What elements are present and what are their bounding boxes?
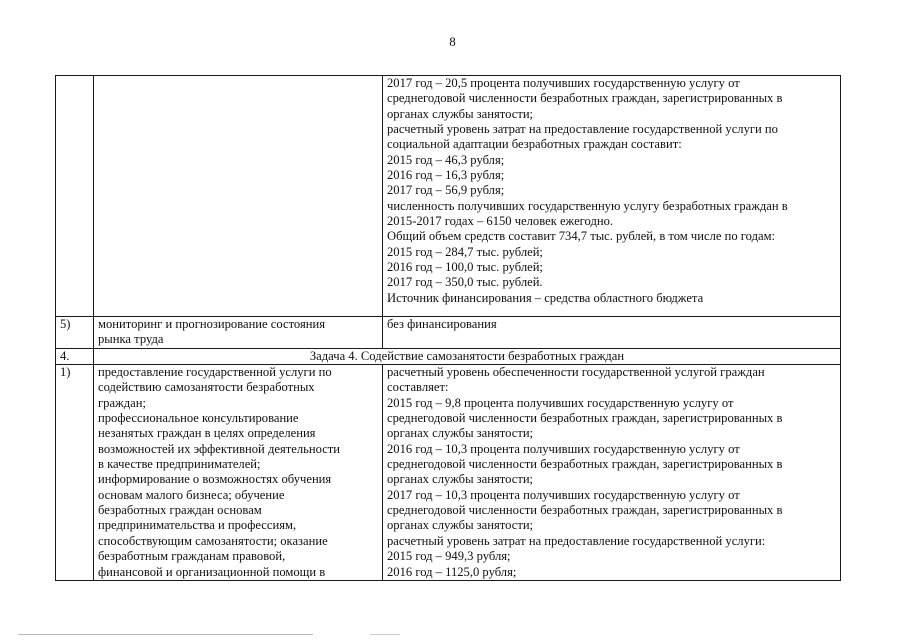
table-row (56, 317, 841, 349)
text-line: органах службы занятости; (387, 106, 534, 121)
text-line: органах службы занятости; (387, 426, 534, 441)
text-line: предоставление государственной услуги по (98, 365, 332, 380)
text-line: профессиональное консультирование (98, 411, 299, 426)
text-line: среднегодовой численности безработных граждан, зарегистрированных в (387, 91, 783, 106)
text-line: среднегодовой численности безработных граждан, зарегистрированных в (387, 503, 783, 518)
text-line: Общий объем средств составит 734,7 тыс. рублей, в том числе по годам: (387, 229, 776, 244)
indicator-cell (383, 365, 841, 581)
text-line: 2015 год – 9,8 процента получивших государственную услугу от (387, 395, 734, 410)
text-line: безработных граждан основам (98, 503, 262, 518)
text-line: расчетный уровень затрат на предоставление государственной услуги по (387, 122, 778, 137)
text-line: мониторинг и прогнозирование состояния (98, 317, 326, 331)
text-line: численность получивших государственную услугу безработных граждан в (387, 198, 788, 213)
text-line: 2017 год – 350,0 тыс. рублей. (387, 275, 543, 290)
text-line: 2016 год – 1125,0 рубля; (387, 564, 517, 579)
text-line: предпринимательства и профессиям, (98, 518, 297, 533)
text-line: рынка труда (98, 332, 164, 347)
divider (18, 634, 313, 635)
text-line: без финансирования (387, 317, 497, 331)
text-line: Источник финансирования – средства областного бюджета (387, 290, 704, 305)
text-line: в качестве предпринимателей; (98, 457, 261, 472)
text-line: органах службы занятости; (387, 472, 534, 487)
text-line: 2015 год – 46,3 рубля; (387, 152, 505, 167)
text-line: 2017 год – 56,9 рубля; (387, 183, 505, 198)
text-line: среднегодовой численности безработных граждан, зарегистрированных в (387, 457, 783, 472)
text-line: безработным гражданам правовой, (98, 549, 286, 564)
text-line: составляет: (387, 380, 449, 395)
measure-cell (94, 317, 383, 349)
indicator-cell (383, 76, 841, 317)
row-number-cell: 5) (56, 317, 94, 349)
text-line: финансовой и организационной помощи в (98, 564, 326, 579)
scan-edge-lines (0, 632, 905, 640)
text-line: граждан; (98, 395, 146, 410)
text-line: незанятых граждан в целях определения (98, 426, 316, 441)
text-line: 2015 год – 949,3 рубля; (387, 549, 511, 564)
text-line: органах службы занятости; (387, 518, 534, 533)
text-line: расчетный уровень обеспеченности государственной услугой граждан (387, 365, 765, 380)
table-row (56, 365, 841, 581)
task-title-cell: Задача 4. Содействие самозанятости безработных граждан (94, 348, 841, 364)
text-line: 2015-2017 годах – 6150 человек ежегодно. (387, 214, 614, 229)
table-row (56, 76, 841, 317)
text-line: основам малого бизнеса; обучение (98, 487, 285, 502)
divider (370, 634, 400, 635)
row-number-cell: 1) (56, 365, 94, 581)
text-line: возможностей их эффективной деятельности (98, 441, 341, 456)
text-line: расчетный уровень затрат на предоставление государственной услуги: (387, 533, 766, 548)
text-line: 2016 год – 100,0 тыс. рублей; (387, 260, 543, 275)
text-line: среднегодовой численности безработных граждан, зарегистрированных в (387, 411, 783, 426)
text-line: 2016 год – 16,3 рубля; (387, 168, 505, 183)
task-row (56, 348, 841, 364)
text-line: 2016 год – 10,3 процента получивших государственную услугу от (387, 441, 740, 456)
text-line: 2015 год – 284,7 тыс. рублей; (387, 244, 543, 259)
text-line: способствующим самозанятости; оказание (98, 533, 328, 548)
program-table (55, 75, 841, 581)
text-line: социальной адаптации безработных граждан составит: (387, 137, 682, 152)
measure-cell (94, 365, 383, 581)
text-line: 2017 год – 20,5 процента получивших государственную услугу от (387, 76, 740, 90)
measure-cell (94, 76, 383, 317)
text-line: 2017 год – 10,3 процента получивших государственную услугу от (387, 487, 740, 502)
text-line: содействию самозанятости безработных (98, 380, 315, 395)
task-number-cell: 4. (56, 348, 94, 364)
page-number: 8 (449, 34, 456, 49)
row-number-cell (56, 76, 94, 317)
text-line: информирование о возможностях обучения (98, 472, 332, 487)
indicator-cell (383, 317, 841, 349)
